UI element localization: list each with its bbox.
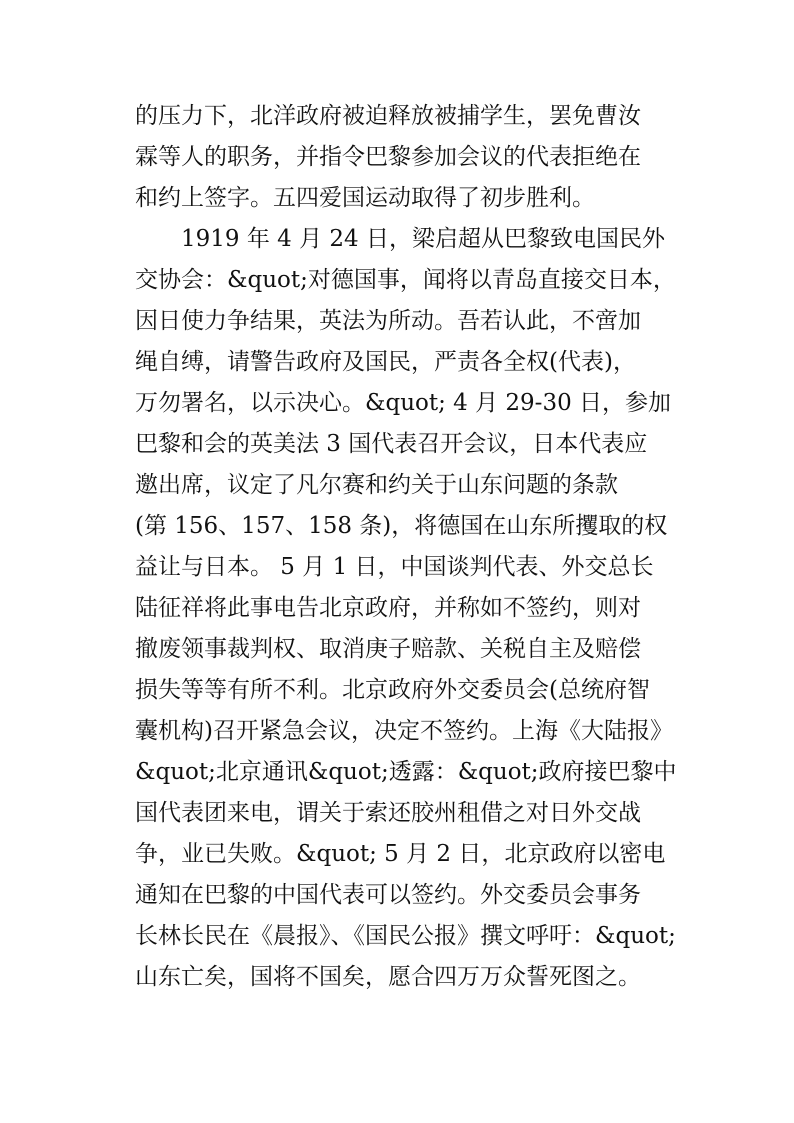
text-line: 陆征祥将此事电告北京政府，并称如不签约，则对 [135,595,641,621]
text-line: 撤废领事裁判权、取消庚子赔款、关税自主及赔偿 [135,636,641,662]
paragraph-start-line: 1919 年 4 月 24 日，梁启超从巴黎致电国民外 [181,226,665,252]
text-line: 损失等等有所不利。北京政府外交委员会(总统府智 [135,677,650,703]
text-line: 山东亡矣，国将不国矣，愿合四万万众誓死图之。 [135,964,641,990]
text-line: 争，业已失败。&quot; 5 月 2 日，北京政府以密电 [135,841,666,867]
text-line: 因日使力争结果，英法为所动。吾若认此，不啻加 [135,308,641,334]
text-line: (第 156、157、158 条)，将德国在山东所攫取的权 [135,513,668,539]
text-line: 和约上签字。五四爱国运动取得了初步胜利。 [135,185,595,211]
text-line: 益让与日本。 5 月 1 日，中国谈判代表、外交总长 [135,554,654,580]
text-line: 霖等人的职务，并指令巴黎参加会议的代表拒绝在 [135,144,641,170]
text-line: 绳自缚，请警告政府及国民，严责各全权(代表)， [135,349,636,375]
text-line: 国代表团来电，谓关于索还胶州租借之对日外交战 [135,800,641,826]
text-line: 通知在巴黎的中国代表可以签约。外交委员会事务 [135,882,641,908]
text-line: 邀出席，议定了凡尔赛和约关于山东问题的条款 [135,472,618,498]
text-line: 囊机构)召开紧急会议，决定不签约。上海《大陆报》 [135,718,673,744]
text-line: 的压力下，北洋政府被迫释放被捕学生，罢免曹汝 [135,103,641,129]
text-line: 交协会：&quot;对德国事，闻将以青岛直接交日本， [135,267,676,293]
text-line: 长林长民在《晨报》、《国民公报》撰文呼吁：&quot; [135,923,676,949]
text-line: &quot;北京通讯&quot;透露：&quot;政府接巴黎中 [135,759,677,785]
body-text [135,96,675,998]
text-line: 巴黎和会的英美法 3 国代表召开会议，日本代表应 [135,431,648,457]
text-line: 万勿署名，以示决心。&quot; 4 月 29-30 日，参加 [135,390,672,416]
